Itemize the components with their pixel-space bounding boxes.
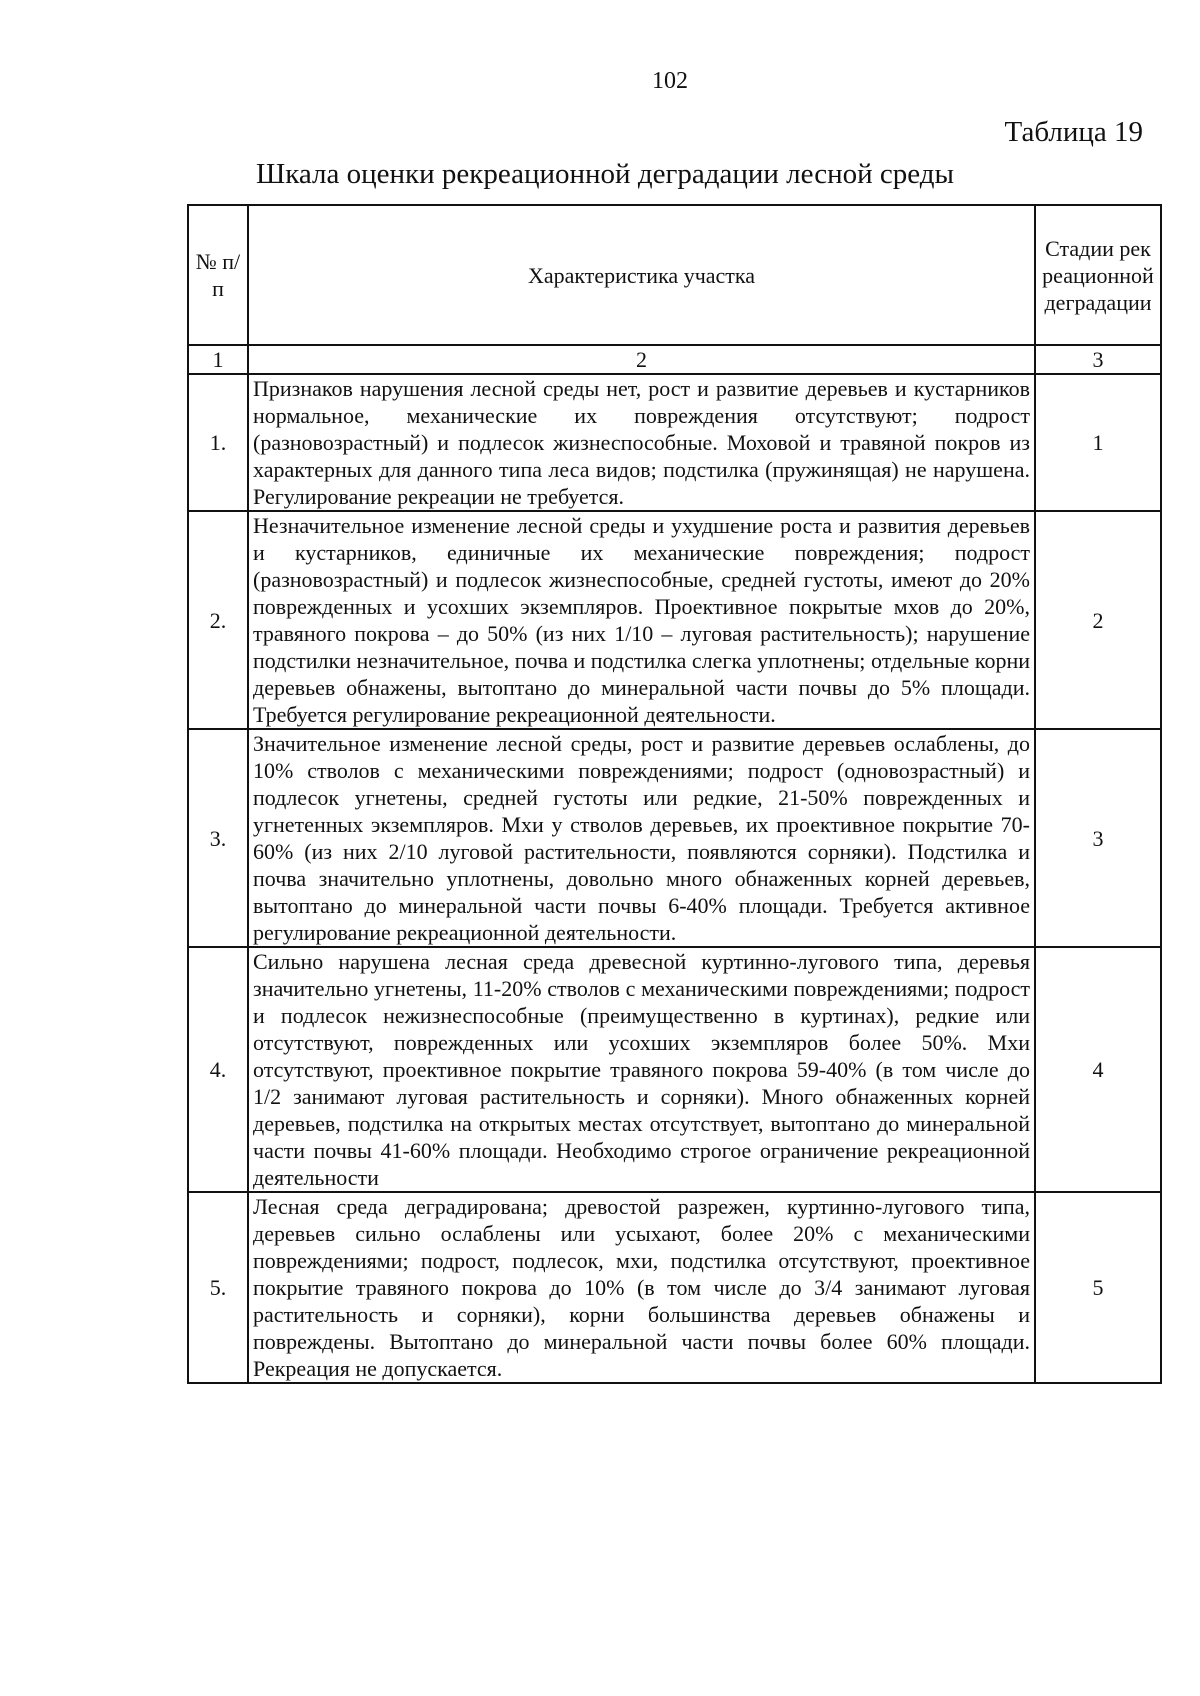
- table-row: [188, 1192, 1161, 1383]
- row-number: 2.: [188, 511, 248, 729]
- table-header-row: [188, 205, 1161, 345]
- row-stage: 2: [1035, 511, 1161, 729]
- row-description: Признаков нарушения лесной среды нет, рост и развитие деревьев и кустарников нормальное, механические их повреждения отсутствуют; подрост (разновозрастный) и подлесок жизнеспособные. Моховой и травяной покров из характерных для данного типа леса видов; подстилка (пружинящая) не нарушена. Регулирование рекреации не требуется.: [248, 374, 1035, 511]
- row-stage: 1: [1035, 374, 1161, 511]
- row-description: Сильно нарушена лесная среда древесной куртинно-лугового типа, деревья значительно угнетены, 11-20% стволов с механическими повреждениями; подрост и подлесок нежизнеспособные (преимущественно в куртинах), редкие или отсутствуют, поврежденных или усохших экземпляров более 50%. Мхи отсутствуют, проективное покрытие травяного покрова 59-40% (в том числе до 1/2 занимают луговая растительность и сорняки). Много обнаженных корней деревьев, подстилка на открытых местах отсутствует, вытоптано до минеральной части почвы 41-60% площади. Необходимо строгое ограничение рекреационной деятельности: [248, 947, 1035, 1192]
- row-number: 4.: [188, 947, 248, 1192]
- table-label: Таблица 19: [1004, 116, 1143, 148]
- page-number: 102: [652, 68, 688, 94]
- row-stage: 4: [1035, 947, 1161, 1192]
- row-description: Лесная среда деградирована; древостой разрежен, куртинно-лугового типа, деревьев сильно ослаблены или усыхают, более 20% с механическими повреждениями; подрост, подлесок, мхи, подстилка отсутствуют, проективное покрытие травяного покрова до 10% (в том числе до 3/4 занимают луговая растительность и сорняки), корни большинства деревьев обнажены и повреждены. Вытоптано до минеральной части почвы более 60% площади. Рекреация не допускается.: [248, 1192, 1035, 1383]
- degradation-scale-table: [187, 204, 1162, 1384]
- row-stage: 5: [1035, 1192, 1161, 1383]
- row-number: 1.: [188, 374, 248, 511]
- row-number: 3.: [188, 729, 248, 947]
- column-number-row: [188, 345, 1161, 374]
- row-stage: 3: [1035, 729, 1161, 947]
- table-row: [188, 374, 1161, 511]
- table-row: [188, 947, 1161, 1192]
- column-number-2: 2: [248, 345, 1035, 374]
- table-row: [188, 511, 1161, 729]
- column-number-1: 1: [188, 345, 248, 374]
- table-title: Шкала оценки рекреационной деградации лесной среды: [256, 158, 954, 190]
- table-row: [188, 729, 1161, 947]
- row-number: 5.: [188, 1192, 248, 1383]
- header-number: № п/п: [188, 205, 248, 345]
- row-description: Незначительное изменение лесной среды и ухудшение роста и развития деревьев и кустарников, единичные их механические повреждения; подрост (разновозрастный) и подлесок жизнеспособные, средней густоты, имеют до 20% поврежденных и усохших экземпляров. Проективное покрытые мхов до 20%, травяного покрова – до 50% (из них 1/10 – луговая растительность); нарушение подстилки незначительное, почва и подстилка слегка уплотнены; отдельные корни деревьев обнажены, вытоптано до минеральной части почвы до 5% площади. Требуется регулирование рекреационной деятельности.: [248, 511, 1035, 729]
- row-description: Значительное изменение лесной среды, рост и развитие деревьев ослаблены, до 10% стволов с механическими повреждениями; подрост (одновозрастный) и подлесок угнетены, средней густоты или редкие, 21-50% поврежденных и угнетенных экземпляров. Мхи у стволов деревьев, их проективное покрытие 70-60% (из них 2/10 луговой растительности, появляются сорняки). Подстилка и почва значительно уплотнены, довольно много обнаженных корней деревьев, вытоптано до минеральной части почвы 6-40% площади. Требуется активное регулирование рекреационной деятельности.: [248, 729, 1035, 947]
- header-stage: Стадии рекреационной деградации: [1035, 205, 1161, 345]
- column-number-3: 3: [1035, 345, 1161, 374]
- header-description: Характеристика участка: [248, 205, 1035, 345]
